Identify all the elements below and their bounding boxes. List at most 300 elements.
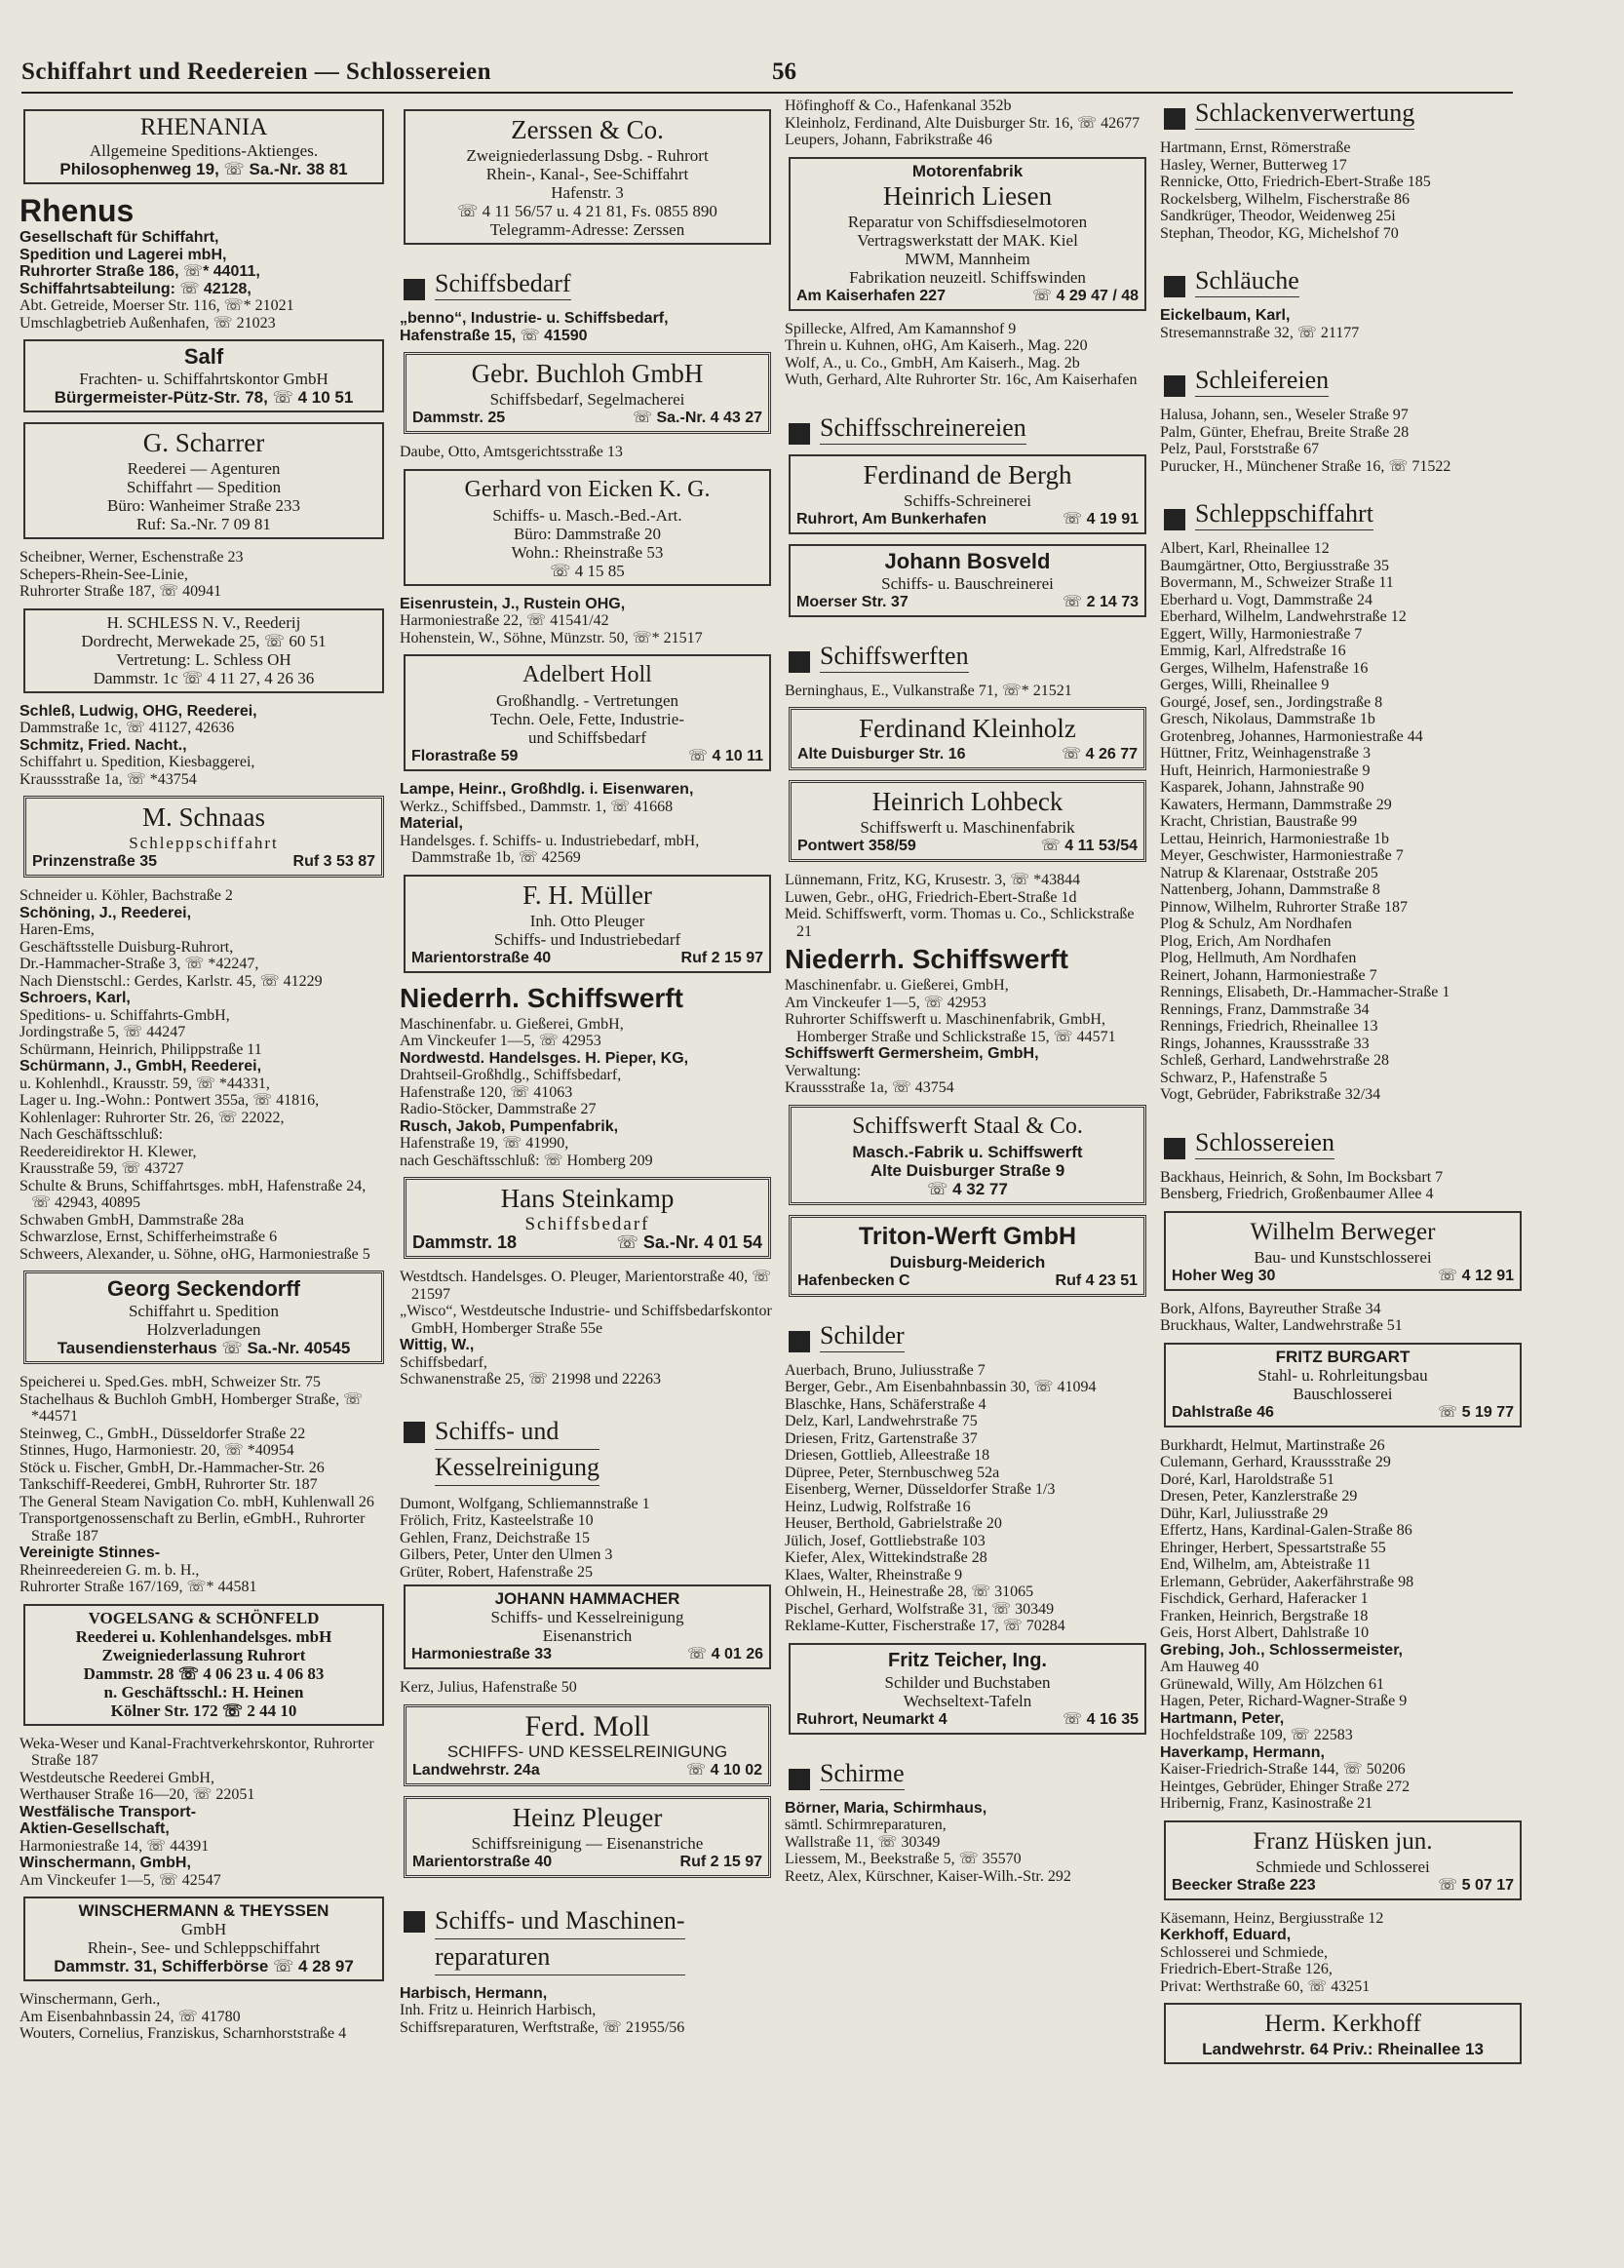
entry: Schmitz, Fried. Nacht., <box>19 736 187 754</box>
ad-line: Kölner Str. 172 ☏ 2 44 10 <box>110 1701 297 1720</box>
ad-row <box>32 852 375 871</box>
entry: Lager u. Ing.-Wohn.: Pontwert 355a, ☏ 41816, <box>19 1092 320 1109</box>
ad-line: Schiffs-Schreinerei <box>904 490 1031 510</box>
entry-group <box>1160 139 1526 242</box>
entry: Rings, Johannes, Kraussstraße 33 <box>1160 1035 1370 1052</box>
entry: Schulte & Bruns, Schiffahrtsges. mbH, Hafenstraße 24, ☏ 42943, 40895 <box>19 1177 367 1211</box>
entry: Westfälische Transport- <box>19 1803 197 1820</box>
entry: Westdtsch. Handelsges. O. Pleuger, Marientorstraße 40, ☏ 21597 <box>400 1269 772 1303</box>
entry: Am Eisenbahnbassin 24, ☏ 41780 <box>19 2008 241 2025</box>
ad-title: Gebr. Buchloh GmbH <box>471 359 704 388</box>
ad-title: Fritz Teicher, Ing. <box>888 1649 1047 1671</box>
ad-line: Schleppschiffahrt <box>129 834 279 852</box>
entry: Driesen, Fritz, Gartenstraße 37 <box>785 1429 978 1447</box>
ad-phone: ☏ 4 16 35 <box>1063 1710 1139 1728</box>
section-title: Schiffswerften <box>820 643 969 673</box>
entry: Wolf, A., u. Co., GmbH, Am Kaiserh., Mag. 2b <box>785 354 1080 371</box>
entry: Kohlenlager: Ruhrorter Str. 26, ☏ 22022, <box>19 1109 285 1126</box>
entry: Abt. Getreide, Moerser Str. 116, ☏* 21021 <box>19 297 294 314</box>
entry: Kleinholz, Ferdinand, Alte Duisburger Str. 16, ☏ 42677 <box>785 114 1141 132</box>
ad-address: Ruhrort, Neumarkt 4 <box>796 1710 947 1728</box>
entry: Palm, Günter, Ehefrau, Breite Straße 28 <box>1160 423 1410 441</box>
entry: Hribernig, Franz, Kasinostraße 21 <box>1160 1795 1373 1812</box>
entry-group <box>785 1800 1150 1886</box>
section-title: Schleifereien <box>1195 367 1329 397</box>
ad-title: Adelbert Holl <box>522 662 652 687</box>
entry: Wallstraße 11, ☏ 30349 <box>785 1833 941 1851</box>
entry: Grüter, Robert, Hafenstraße 25 <box>400 1563 593 1581</box>
ad-line: Motorenfabrik <box>911 161 1024 180</box>
entry: Schwarzlose, Ernst, Schifferheimstraße 6 <box>19 1229 278 1245</box>
ad-row <box>1172 1267 1514 1285</box>
entry: Frölich, Fritz, Kasteelstraße 10 <box>400 1512 594 1529</box>
ad-staal <box>789 1105 1146 1205</box>
entry: Daube, Otto, Amtsgerichtsstraße 13 <box>400 444 623 460</box>
entry: Hartmann, Ernst, Römerstraße <box>1160 139 1351 156</box>
entry: Kiefer, Alex, Wittekindstraße 28 <box>785 1549 987 1566</box>
ad-mueller <box>404 875 771 973</box>
ad-row <box>412 1761 762 1779</box>
entry: Liessem, M., Beekstraße 5, ☏ 35570 <box>785 1851 1022 1867</box>
entry-group <box>400 1016 775 1170</box>
ad-line: WINSCHERMANN & THEYSSEN <box>78 1901 329 1920</box>
ad-line: FRITZ BURGART <box>1275 1347 1411 1366</box>
ad-row <box>412 409 762 427</box>
ad-phone: ☏ 4 01 26 <box>687 1646 763 1662</box>
entry: Kerz, Julius, Hafenstraße 50 <box>400 1679 577 1696</box>
ad-title: Ferdinand de Bergh <box>863 459 1072 489</box>
section-title: Schläuche <box>1195 267 1299 297</box>
entry: Meyer, Geschwister, Harmoniestraße 7 <box>1160 847 1404 864</box>
ad-phone: ☏ 5 07 17 <box>1438 1876 1514 1894</box>
entry: Spillecke, Alfred, Am Kamannshof 9 <box>785 320 1017 337</box>
section-marker <box>789 651 810 673</box>
entry: Hagen, Peter, Richard-Wagner-Straße 9 <box>1160 1693 1408 1709</box>
entry: Hafenstraße 120, ☏ 41063 <box>400 1083 573 1101</box>
ad-title: Heinrich Lohbeck <box>871 787 1063 816</box>
entry: Eickelbaum, Karl, <box>1160 307 1291 324</box>
ad-vogelsang <box>23 1604 384 1726</box>
entry: Radio-Stöcker, Dammstraße 27 <box>400 1101 597 1117</box>
entry: Schöning, J., Reederei, <box>19 904 192 921</box>
ad-line: Schiffsbedarf <box>524 1214 650 1234</box>
entry: Harbisch, Hermann, <box>400 1984 548 2002</box>
ad-row <box>411 949 763 967</box>
entry: Winschermann, Gerh., <box>19 1991 161 2008</box>
ad-line: SCHIFFS- UND KESSELREINIGUNG <box>446 1741 728 1761</box>
ad-seckendorff <box>23 1271 384 1364</box>
entry: Börner, Maria, Schirmhaus, <box>785 1799 987 1817</box>
entry: Grünewald, Willy, Am Hölzchen 61 <box>1160 1675 1384 1693</box>
entry: Maschinenfabr. u. Gießerei, GmbH, <box>785 977 1009 994</box>
ad-row <box>797 837 1138 855</box>
ad-line: Rhein-, Kanal-, See-Schiffahrt <box>485 165 689 183</box>
ad-title: M. Schnaas <box>142 802 265 832</box>
entry: Bruckhaus, Walter, Landwehrstraße 51 <box>1160 1317 1403 1334</box>
ad-row <box>796 510 1139 528</box>
ad-title: Ferd. Moll <box>524 1709 650 1742</box>
ad-line: Schiffs- u. Bauschreinerei <box>881 573 1054 593</box>
entry: Pinnow, Wilhelm, Ruhrorter Straße 187 <box>1160 898 1408 916</box>
ad-line: Tausendiensterhaus ☏ Sa.-Nr. 40545 <box>57 1339 351 1357</box>
ad-buchloh <box>404 352 771 434</box>
entry: Dr.-Hammacher-Straße 3, ☏ *42247, <box>19 956 259 972</box>
entry: Schleß, Ludwig, OHG, Reederei, <box>19 702 257 720</box>
entry: Am Vinckeufer 1—5, ☏ 42953 <box>400 1033 601 1049</box>
entry: Friedrich-Ebert-Straße 126, <box>1160 1961 1333 1977</box>
ad-steinkamp <box>404 1177 771 1259</box>
entry: „Wisco“, Westdeutsche Industrie- und Schiffsbedarfskontor GmbH, Homberger Straße 55e <box>400 1303 772 1337</box>
entry: Speicherei u. Sped.Ges. mbH, Schweizer Str. 75 <box>19 1374 321 1390</box>
ad-title: Wilhelm Berweger <box>1250 1218 1436 1245</box>
entry: Gilbers, Peter, Unter den Ulmen 3 <box>400 1546 613 1563</box>
entry: Auerbach, Bruno, Juliusstraße 7 <box>785 1361 986 1379</box>
entry: Käsemann, Heinz, Bergiusstraße 12 <box>1160 1909 1384 1927</box>
entry: Bensberg, Friedrich, Großenbaumer Allee 4 <box>1160 1186 1434 1202</box>
ad-phone: ☏ 4 10 11 <box>688 748 763 764</box>
entry: Werkz., Schiffsbed., Dammstr. 1, ☏ 41668 <box>400 798 674 815</box>
entry: Vereinigte Stinnes- <box>19 1545 161 1561</box>
entry: Driesen, Gottlieb, Alleestraße 18 <box>785 1447 990 1464</box>
entry-group <box>1160 540 1526 1104</box>
entry: Reetz, Alex, Kürschner, Kaiser-Wilh.-Str. 292 <box>785 1867 1071 1885</box>
page-header <box>21 57 1513 94</box>
section-heading <box>404 1414 775 1486</box>
section-heading <box>1164 99 1526 130</box>
section-title: Schilder <box>820 1322 905 1352</box>
section-title: Kesselreinigung <box>435 1450 599 1486</box>
entry: Kawaters, Hermann, Dammstraße 29 <box>1160 796 1392 813</box>
entry: Stinnes, Hugo, Harmoniestr. 20, ☏ *40954 <box>19 1442 294 1459</box>
ad-line: Bürgermeister-Pütz-Str. 78, ☏ 4 10 51 <box>54 388 354 407</box>
entry: Halusa, Johann, sen., Weseler Straße 97 <box>1160 407 1409 423</box>
ad-line: Büro: Dammstraße 20 <box>513 524 662 543</box>
ad-address: Marientorstraße 40 <box>411 949 552 966</box>
ad-kleinholz <box>789 707 1146 770</box>
ad-holl <box>404 654 771 771</box>
ad-address: Pontwert 358/59 <box>797 838 916 854</box>
ad-row <box>412 1853 762 1871</box>
entry: Schepers-Rhein-See-Linie, <box>19 566 188 583</box>
entry-group <box>1160 1910 1526 1996</box>
section-marker <box>789 1331 810 1352</box>
entry: Schneider u. Köhler, Bachstraße 2 <box>19 887 233 904</box>
entry: Delz, Karl, Landwehrstraße 75 <box>785 1413 978 1429</box>
ad-line: H. SCHLESS N. V., Reederij <box>106 612 301 632</box>
entry: Kracht, Christian, Baustraße 99 <box>1160 813 1358 830</box>
ad-line: Frachten- u. Schiffahrtskontor GmbH <box>79 370 329 388</box>
ad-rhenania <box>23 109 384 184</box>
entry: Wouters, Cornelius, Franziskus, Scharnhorststraße 4 <box>19 2025 347 2042</box>
entry: Hafenstraße 19, ☏ 41990, <box>400 1135 569 1152</box>
entry: Eberhard u. Vogt, Dammstraße 24 <box>1160 591 1373 608</box>
ad-line: Reederei u. Kohlenhandelsges. mbH <box>75 1626 332 1646</box>
entry: Jülich, Josef, Gottliebstraße 103 <box>785 1532 986 1549</box>
ad-phone: ☏ 5 19 77 <box>1438 1403 1514 1421</box>
entry: Schwaben GmbH, Dammstraße 28a <box>19 1211 245 1229</box>
ad-line: Schiffsreinigung — Eisenanstriche <box>471 1833 704 1853</box>
ad-address: Dammstr. 25 <box>412 410 506 426</box>
ad-pleuger <box>404 1796 771 1878</box>
ad-line: Alte Duisburger Straße 9 <box>870 1160 1065 1180</box>
entry: Heuser, Berthold, Gabrielstraße 20 <box>785 1515 1002 1532</box>
section-title: Schirme <box>820 1760 905 1790</box>
entry: Vogt, Gebrüder, Fabrikstraße 32/34 <box>1160 1086 1381 1103</box>
entry: Albert, Karl, Rheinallee 12 <box>1160 540 1330 557</box>
ad-phone: Ruf 2 15 97 <box>680 949 763 966</box>
section-heading <box>789 1760 1150 1790</box>
section-marker <box>1164 108 1185 130</box>
entry: Krausstraße 59, ☏ 43727 <box>19 1160 184 1177</box>
entry: Umschlagbetrieb Außenhafen, ☏ 21023 <box>19 314 276 332</box>
entry-group <box>400 1985 775 2037</box>
ad-title: Schiffswerft Staal & Co. <box>852 1113 1083 1139</box>
ad-line: Schilder und Buchstaben <box>884 1672 1051 1692</box>
ad-line: Schiffs- u. Masch.-Bed.-Art. <box>492 505 682 525</box>
entry: Eberhard, Wilhelm, Landwehrstraße 12 <box>1160 608 1407 625</box>
ad-line: und Schiffsbedarf <box>527 728 647 747</box>
entry-group <box>1160 1301 1526 1335</box>
entry: Hohenstein, W., Söhne, Münzstr. 50, ☏* 21517 <box>400 629 703 646</box>
entry: Scheibner, Werner, Eschenstraße 23 <box>19 549 244 566</box>
entry: Luwen, Gebr., oHG, Friedrich-Ebert-Straße 1d <box>785 888 1077 906</box>
ad-line: Stahl- u. Rohrleitungsbau <box>1257 1365 1428 1385</box>
ad-row <box>411 747 763 765</box>
entry: Effertz, Hans, Kardinal-Galen-Straße 86 <box>1160 1522 1412 1539</box>
entry: Rennings, Friedrich, Rheinallee 13 <box>1160 1018 1378 1035</box>
entry: Lünnemann, Fritz, KG, Krusestr. 3, ☏ *43844 <box>785 872 1081 888</box>
column-4 <box>1160 98 1526 2074</box>
entry: Stephan, Theodor, KG, Michelshof 70 <box>1160 224 1399 242</box>
ad-liesen <box>789 157 1146 311</box>
ad-line: Dammstr. 31, Schifferbörse ☏ 4 28 97 <box>54 1957 354 1975</box>
entry: Heinz, Ludwig, Rolfstraße 16 <box>785 1498 971 1515</box>
entry: Plog, Erich, Am Nordhafen <box>1160 932 1332 950</box>
entry: Hartmann, Peter, <box>1160 1709 1285 1727</box>
ad-address: Alte Duisburger Str. 16 <box>797 746 966 763</box>
ad-line: GmbH <box>180 1920 227 1938</box>
entry: Gesellschaft für Schiffahrt, <box>19 229 219 246</box>
entry-group <box>400 1269 775 1388</box>
entry: Rockelsberg, Wilhelm, Fischerstraße 86 <box>1160 190 1411 208</box>
entry: Gerges, Willi, Rheinallee 9 <box>1160 677 1330 693</box>
section-title: Schiffs- und Maschinen- <box>435 1903 685 1939</box>
entry: Hüttner, Fritz, Weinhagenstraße 3 <box>1160 745 1371 762</box>
ad-row <box>1172 1876 1514 1895</box>
ad-line: Masch.-Fabrik u. Schiffswerft <box>852 1142 1083 1161</box>
entry: Geschäftsstelle Duisburg-Ruhrort, <box>19 938 234 956</box>
ad-line: Landwehrstr. 64 Priv.: Rheinallee 13 <box>1202 2040 1484 2058</box>
entry: Handelsges. f. Schiffs- u. Industriebedarf, mbH, Dammstraße 1b, ☏ 42569 <box>400 832 700 866</box>
entry: Ruhrorter Schiffswerft u. Maschinenfabrik, GmbH, Homberger Straße und Schlickstraße 15, ☏ 44571 <box>785 1011 1116 1045</box>
entry: Schroers, Karl, <box>19 990 131 1006</box>
entry-group <box>19 703 388 789</box>
ad-line: Schmiede und Schlosserei <box>1256 1857 1430 1876</box>
ad-huesken <box>1164 1820 1522 1900</box>
ad-line: Reparatur von Schiffsdieselmotoren <box>847 212 1088 231</box>
entry: Gerges, Wilhelm, Hafenstraße 16 <box>1160 659 1369 677</box>
ad-teicher <box>789 1643 1146 1735</box>
ad-row <box>797 745 1138 763</box>
entry: Baumgärtner, Otto, Bergiusstraße 35 <box>1160 557 1390 574</box>
ad-lohbeck <box>789 780 1146 862</box>
ad-address: Landwehrstr. 24a <box>412 1761 540 1779</box>
entry: Nach Geschäftsschluß: <box>19 1126 164 1143</box>
ad-phone: ☏ 2 14 73 <box>1063 593 1139 610</box>
entry: Schwanenstraße 25, ☏ 21998 und 22263 <box>400 1371 661 1388</box>
entry: Leupers, Johann, Fabrikstraße 46 <box>785 132 992 148</box>
entry: Fischdick, Gerhard, Haferacker 1 <box>1160 1590 1369 1607</box>
entry-group <box>19 887 388 1263</box>
ad-line: Schiffswerft u. Maschinenfabrik <box>860 818 1075 837</box>
entry: Wuth, Gerhard, Alte Ruhrorter Str. 16c, Am Kaiserhafen <box>785 371 1138 388</box>
entry: Spedition und Lagerei mbH, <box>19 246 227 263</box>
entry: Ohlwein, H., Heinestraße 28, ☏ 31065 <box>785 1584 1034 1600</box>
ad-kerkhoff <box>1164 2003 1522 2064</box>
entry: Culemann, Gerhard, Kraussstraße 29 <box>1160 1454 1391 1470</box>
entry: Bork, Alfons, Bayreuther Straße 34 <box>1160 1300 1381 1317</box>
ad-line: Schiffs- und Kesselreinigung <box>490 1608 684 1626</box>
ad-moll <box>404 1704 771 1786</box>
entry: Harmoniestraße 14, ☏ 44391 <box>19 1837 210 1855</box>
section-title: Schlackenverwertung <box>1195 99 1414 130</box>
ad-address: Beecker Straße 223 <box>1172 1876 1316 1894</box>
ad-phone: Ruf 2 15 97 <box>679 1853 762 1870</box>
entry: Weka-Weser und Kanal-Frachtverkehrskontor, Ruhrorter Straße 187 <box>19 1735 374 1769</box>
entry: Ruhrorter Straße 186, ☏* 44011, <box>19 263 260 280</box>
section-marker <box>1164 276 1185 297</box>
entry: Kaiser-Friedrich-Straße 144, ☏ 50206 <box>1160 1761 1406 1778</box>
ad-row <box>796 287 1139 305</box>
entry: Stöck u. Fischer, GmbH, Dr.-Hammacher-Str. 26 <box>19 1459 325 1476</box>
section-marker <box>1164 1138 1185 1159</box>
entry-group <box>400 596 775 647</box>
entry: Verwaltung: <box>785 1062 862 1079</box>
ad-line: Schiffahrt — Spedition <box>126 478 282 496</box>
entry: Nach Dienstschl.: Gerdes, Karlstr. 45, ☏ 41229 <box>19 972 323 990</box>
ad-title: Hans Steinkamp <box>500 1184 675 1213</box>
ad-phone: ☏ 4 11 53/54 <box>1040 838 1138 854</box>
ad-phone: ☏ Sa.-Nr. 4 43 27 <box>633 410 762 426</box>
entry: Heintges, Gebrüder, Ehinger Straße 272 <box>1160 1778 1411 1795</box>
entry: Werthauser Straße 16—20, ☏ 22051 <box>19 1786 255 1803</box>
section-marker <box>1164 509 1185 530</box>
entry: Geis, Horst Albert, Dahlstraße 10 <box>1160 1624 1370 1641</box>
entry: Plog, Hellmuth, Am Nordhafen <box>1160 950 1357 966</box>
entry: Ehringer, Herbert, Spessartstraße 55 <box>1160 1539 1386 1556</box>
section-title: Schleppschiffahrt <box>1195 500 1373 530</box>
ad-address: Hoher Weg 30 <box>1172 1267 1276 1284</box>
ad-line: n. Geschäftsschl.: H. Heinen <box>103 1682 304 1701</box>
entry-group <box>400 781 775 867</box>
entry: Erlemann, Gebrüder, Aakerfährstraße 98 <box>1160 1573 1414 1590</box>
ad-title: Zerssen & Co. <box>511 115 664 144</box>
section-marker <box>404 1422 425 1443</box>
entry: Schweers, Alexander, u. Söhne, oHG, Harmoniestraße 5 <box>19 1245 370 1263</box>
entry: Grebing, Joh., Schlossermeister, <box>1160 1641 1403 1659</box>
niederrhein-title: Niederrh. Schiffswerft <box>400 982 683 1013</box>
entry: Gehlen, Franz, Deichstraße 15 <box>400 1529 591 1546</box>
entry: Burkhardt, Helmut, Martinstraße 26 <box>1160 1436 1385 1454</box>
ad-line: JOHANN HAMMACHER <box>494 1589 680 1608</box>
ad-line: Duisburg-Meiderich <box>889 1252 1046 1271</box>
section-heading <box>404 270 775 300</box>
entry: Threin u. Kuhnen, oHG, Am Kaiserh., Mag. 220 <box>785 337 1088 354</box>
entry: Purucker, H., Münchener Straße 16, ☏ 71522 <box>1160 457 1451 475</box>
ad-title: RHENANIA <box>139 114 268 140</box>
ad-row <box>797 1271 1138 1290</box>
ad-phone: ☏ 4 29 47 / 48 <box>1032 287 1139 304</box>
entry: Lampe, Heinr., Großhdlg. i. Eisenwaren, <box>400 781 694 798</box>
section-heading <box>1164 500 1526 530</box>
ad-address: Florastraße 59 <box>411 748 519 764</box>
entry: Eisenberg, Werner, Düsseldorfer Straße 1/3 <box>785 1481 1056 1498</box>
ad-line: Philosophenweg 19, ☏ Sa.-Nr. 38 81 <box>59 160 348 178</box>
entry: Emmig, Karl, Alfredstraße 16 <box>1160 643 1346 659</box>
entry-group <box>785 1362 1150 1635</box>
ad-schless <box>23 608 384 693</box>
ad-phone: Ruf 3 53 87 <box>292 853 375 870</box>
entry: Ruhrorter Straße 187, ☏ 40941 <box>19 583 222 600</box>
section-marker <box>789 1769 810 1790</box>
entry: Rennicke, Otto, Friedrich-Ebert-Straße 185 <box>1160 174 1431 190</box>
entry: nach Geschäftsschluß: ☏ Homberg 209 <box>400 1152 653 1169</box>
ad-line: Dammstr. 28 ☏ 4 06 23 u. 4 06 83 <box>83 1663 325 1683</box>
entry: Haverkamp, Hermann, <box>1160 1743 1325 1761</box>
entry: Westdeutsche Reederei GmbH, <box>19 1769 214 1786</box>
ad-title: Johann Bosveld <box>884 548 1051 573</box>
section-title: Schiffsbedarf <box>435 270 571 300</box>
entry: Dühr, Karl, Juliusstraße 29 <box>1160 1505 1329 1522</box>
ad-winschermann <box>23 1897 384 1981</box>
entry: Gourgé, Josef, sen., Jordingstraße 8 <box>1160 693 1383 711</box>
ad-line: Wechseltext-Tafeln <box>903 1691 1032 1710</box>
entry: Schürmann, Heinrich, Philippstraße 11 <box>19 1040 262 1058</box>
entry: sämtl. Schirmreparaturen, <box>785 1817 947 1833</box>
ad-line: Schiffs- und Industriebedarf <box>493 929 681 949</box>
entry: Wittig, W., <box>400 1337 475 1353</box>
ad-address: Dammstr. 18 <box>412 1232 518 1252</box>
entry: Nattenberg, Johann, Dammstraße 8 <box>1160 881 1380 898</box>
entry: Eisenrustein, J., Rustein OHG, <box>400 595 626 612</box>
ad-line: Eisenanstrich <box>542 1626 633 1645</box>
entry: Klaes, Walter, Rheinstraße 9 <box>785 1566 963 1584</box>
entry: Schwarz, P., Hafenstraße 5 <box>1160 1069 1328 1086</box>
section-heading <box>1164 1129 1526 1159</box>
entry-group <box>1160 407 1526 475</box>
entry: Plog & Schulz, Am Nordhafen <box>1160 916 1352 932</box>
entry-group <box>1160 1169 1526 1203</box>
ad-line: Telegramm-Adresse: Zerssen <box>489 220 685 239</box>
entry-group <box>1160 307 1526 341</box>
entry: Rheinreedereien G. m. b. H., <box>19 1561 200 1579</box>
entry: Sandkrüger, Theodor, Weidenweg 25i <box>1160 208 1396 224</box>
entry: Schiffahrtsabteilung: ☏ 42128, <box>19 280 251 297</box>
ad-phone: ☏ 4 10 02 <box>686 1761 762 1779</box>
ad-line: MWM, Mannheim <box>905 249 1030 268</box>
entry: Bovermann, M., Schweizer Straße 11 <box>1160 574 1394 591</box>
ad-title: Triton-Werft GmbH <box>858 1222 1077 1250</box>
ad-line: Techn. Oele, Fette, Industrie- <box>490 710 684 728</box>
entry: Backhaus, Heinrich, & Sohn, Im Bocksbart 7 <box>1160 1168 1444 1186</box>
entry: Düpree, Peter, Sternbuschweg 52a <box>785 1464 1000 1481</box>
entry-group <box>19 1736 388 1890</box>
entry: Material, <box>400 815 463 832</box>
entry: The General Steam Navigation Co. mbH, Kuhlenwall 26 <box>19 1493 374 1510</box>
niederrhein-title: Niederrh. Schiffswerft <box>785 944 1068 974</box>
ad-line: Zweigniederlassung Ruhrort <box>101 1645 306 1664</box>
entry: Rennings, Franz, Dammstraße 34 <box>1160 1000 1370 1018</box>
